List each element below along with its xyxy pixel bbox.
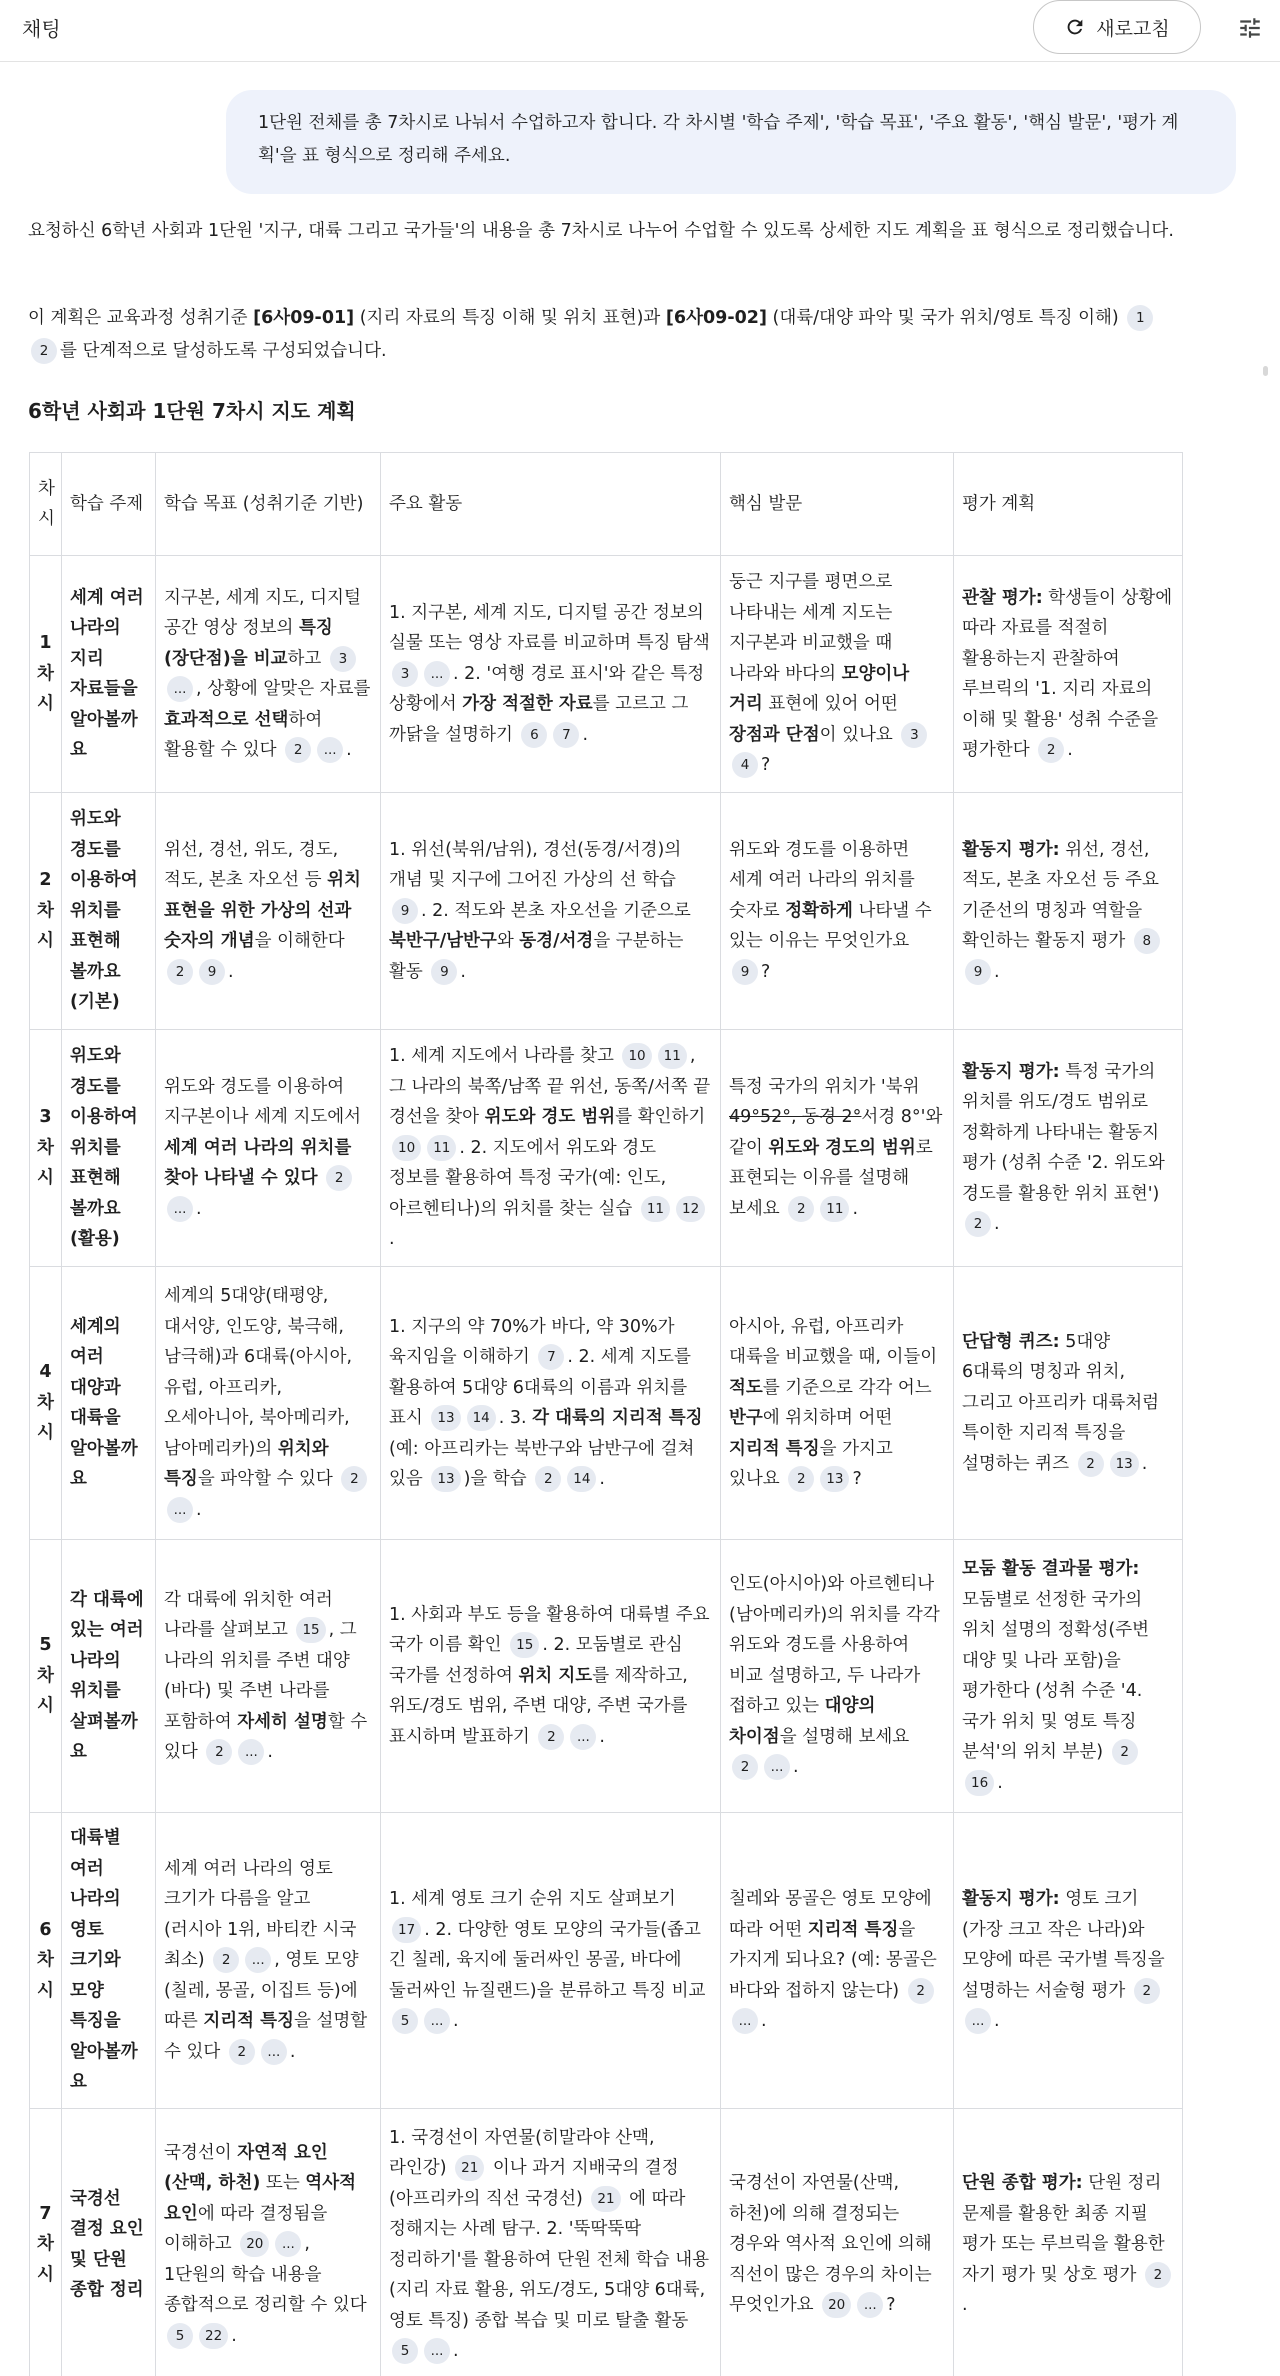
bold-text: 정확하게 xyxy=(785,900,853,921)
citation-chip[interactable]: ... xyxy=(965,2008,991,2034)
citation-chip[interactable]: 2 xyxy=(1038,737,1064,763)
citation-chip[interactable]: 14 xyxy=(467,1405,496,1431)
citation-chip[interactable]: 11 xyxy=(658,1043,687,1069)
citation-chip[interactable]: 9 xyxy=(431,959,457,985)
cell-text: 모둠별로 선정한 국가의 위치 설명의 정확성(주변 대양 및 나라 포함)을 평가한다 (성취 수준 '4. 국가 위치 및 영토 특징 분석'의 위치 부분) xyxy=(962,1589,1150,1762)
cell-text: 표현에 있어 어떤 xyxy=(762,694,898,715)
learning-goal xyxy=(156,1813,381,2109)
citation-chip[interactable]: 7 xyxy=(553,722,579,748)
response-standards: 이 계획은 교육과정 성취기준 [6사09-01] (지리 자료의 특징 이해 및 위치 표현)과 [6사09-02] (대륙/대양 파악 및 국가 위치/영토 특징 이해) 1 2 를 단계적으로 달성하도록 구성되었습니다. xyxy=(28,302,1188,368)
learning-topic: 각 대륙에 있는 여러 나라의 위치를 살펴볼까요 xyxy=(62,1540,156,1813)
citation-chip[interactable]: 5 xyxy=(392,2338,418,2364)
cell-text: . xyxy=(267,1742,273,1762)
bold-text: 모양이나 거리 xyxy=(729,663,910,715)
section-title: 6학년 사회과 1단원 7차시 지도 계획 xyxy=(28,399,356,423)
cell-text: 영토 크기(가장 크고 작은 나라)와 모양에 따른 국가별 특징을 설명하는 서술형 평가 xyxy=(962,1889,1165,2001)
bold-text: 역사적 요인 xyxy=(164,2173,357,2224)
cell-text: 세계의 5대양(태평양, 대서양, 인도양, 북극해, 남극해)과 6대륙(아시아, 유럽, 아프리카, 오세아니아, 북아메리카, 남아메리카)의 xyxy=(164,1286,353,1459)
bold-text: 지리적 특징 xyxy=(729,1438,820,1459)
citation-chip[interactable]: 2 xyxy=(1078,1451,1104,1477)
cell-text: 위선, 경선, 위도, 경도, 적도, 본초 자오선 등 xyxy=(164,839,339,891)
cell-text: . xyxy=(962,2295,968,2316)
cell-text: . 2. 모둠별로 관심 국가를 선정하여 xyxy=(389,1635,683,1686)
key-question xyxy=(721,1813,954,2109)
main-activity xyxy=(381,1540,721,1813)
citation-chip[interactable]: 4 xyxy=(732,752,758,778)
citation-chip[interactable]: 2 xyxy=(535,1466,561,1492)
citation-chip[interactable]: 13 xyxy=(1110,1451,1139,1477)
column-header: 핵심 발문 xyxy=(721,453,954,556)
session-number: 2 차시 xyxy=(30,793,62,1030)
cell-text: . xyxy=(453,2011,459,2031)
citation-chip[interactable]: 20 xyxy=(822,2292,851,2318)
cell-text: 할 수 있다 xyxy=(164,1711,368,1762)
cell-text: . xyxy=(231,2325,237,2346)
cell-text: . xyxy=(196,1198,202,1219)
citation-chip[interactable]: 2 xyxy=(1145,2262,1171,2288)
learning-goal xyxy=(156,1030,381,1267)
citation-chip[interactable]: ... xyxy=(570,1724,596,1750)
cell-text: 세계 여러 나라의 영토 크기가 다름을 알고 (러시아 1위, 바티칸 시국 최소) xyxy=(164,1858,357,1970)
cell-text: . xyxy=(196,1499,202,1520)
cell-text: ? xyxy=(761,755,771,776)
cell-text: . 2. 적도와 본초 자오선을 기준으로 xyxy=(421,900,691,921)
table-row xyxy=(30,1267,1183,1540)
citation-chip[interactable]: ... xyxy=(261,2039,287,2065)
cell-text: . xyxy=(289,2041,296,2062)
cell-text: . xyxy=(1067,740,1073,760)
cell-text: . xyxy=(453,2341,459,2361)
session-number: 1 차시 xyxy=(30,556,62,793)
top-bar xyxy=(0,0,1280,62)
cell-text: 지구본, 세계 지도, 디지털 공간 영상 정보의 xyxy=(164,587,361,638)
citation-chip[interactable]: 9 xyxy=(732,959,758,985)
citation-chip[interactable]: 2 xyxy=(285,737,311,763)
evaluation-plan xyxy=(954,793,1183,1030)
bold-text: 대양의 차이점 xyxy=(729,1696,876,1747)
cell-text: )을 학습 xyxy=(463,1469,533,1489)
citation-chip[interactable]: 9 xyxy=(199,959,225,985)
cell-text: 1. 위선(북위/남위), 경선(동경/서경)의 개념 및 지구에 그어진 가상의 선 학습 xyxy=(389,839,682,891)
session-number: 4 차시 xyxy=(30,1267,62,1540)
citation-chip[interactable]: 2 xyxy=(31,338,57,364)
bold-text: 위도와 경도의 범위 xyxy=(768,1137,916,1158)
citation-chip[interactable]: 2 xyxy=(788,1196,814,1222)
bold-text: 반구 xyxy=(729,1408,763,1428)
table-row xyxy=(30,1813,1183,2109)
cell-text: . xyxy=(761,2011,767,2031)
cell-text: 1. 사회과 부도 등을 활용하여 대륙별 주요 국가 이름 확인 xyxy=(389,1604,710,1656)
bold-text: 위치 표현을 위한 가상의 선과 숫자의 개념 xyxy=(164,870,361,952)
cell-text: 을 가지고 있나요 xyxy=(729,1438,893,1489)
citation-chip[interactable]: ... xyxy=(857,2292,883,2318)
citation-chip[interactable]: 17 xyxy=(392,1917,421,1943)
bold-text: 활동지 평가: xyxy=(962,1889,1060,1909)
bold-text: 자연적 요인(산맥, 하천) xyxy=(164,2142,328,2194)
evaluation-plan xyxy=(954,1813,1183,2109)
cell-text: , 그 나라의 북쪽/남쪽 끝 위선, 동쪽/서쪽 끝 경선을 찾아 xyxy=(389,1046,711,1128)
cell-text: 1. 세계 영토 크기 순위 지도 살펴보기 xyxy=(389,1889,676,1909)
bold-text: 세계 여러 나라의 위치를 찾아 나타낼 수 있다 xyxy=(164,1137,352,1189)
cell-text: 에 위치하며 어떤 xyxy=(762,1408,893,1428)
evaluation-plan xyxy=(954,1540,1183,1813)
learning-topic: 위도와 경도를 이용하여 위치를 표현해 볼까요 (기본) xyxy=(62,793,156,1030)
table-header-row xyxy=(30,453,1183,556)
key-question xyxy=(721,2108,954,2376)
citation-chip[interactable]: 11 xyxy=(820,1196,849,1222)
learning-goal xyxy=(156,1267,381,1540)
bold-text: 자세히 설명 xyxy=(237,1711,328,1732)
cell-text: ? xyxy=(761,961,771,982)
citation-chip[interactable]: ... xyxy=(275,2231,301,2257)
cell-text: . xyxy=(852,1198,859,1219)
cell-text: 국경선이 자연물(산맥, 하천)에 의해 결정되는 경우와 역사적 요인에 의해 직선이 많은 경우의 차이는 무엇인가요 xyxy=(729,2173,932,2316)
tune-icon xyxy=(1237,15,1263,41)
cell-text: 위도와 경도를 이용하여 지구본이나 세계 지도에서 xyxy=(164,1076,362,1128)
bold-text: 관찰 평가: xyxy=(962,587,1043,608)
cell-text: . xyxy=(460,961,466,982)
session-number: 5 차시 xyxy=(30,1540,62,1813)
cell-text: 를 제작하고, 위도/경도 범위, 주변 대양, 주변 국가를 표시하며 발표하기 xyxy=(389,1665,688,1747)
cell-text: 에 따라 정해지는 사례 탐구. 2. '뚝딱뚝딱 정리하기'를 활용하여 단원 전체 학습 내용(지리 자료 활용, 위도/경도, 5대양 6대륙, 영토 특징) 종합 복습 및 미로 탈출 활동 xyxy=(389,2188,710,2331)
cell-text: ? xyxy=(852,1469,862,1489)
citation-chip[interactable]: 13 xyxy=(431,1466,460,1492)
cell-text: 위선, 경선, 적도, 본초 자오선 등 주요 기준선의 명칭과 역할을 확인하는 활동지 평가 xyxy=(962,839,1159,952)
bold-text: 위도와 경도 범위 xyxy=(484,1107,616,1128)
column-header: 학습 목표 (성취기준 기반) xyxy=(156,453,381,556)
cell-text: . 2. 지도에서 위도와 경도 정보를 활용하여 특정 국가(예: 인도, 아르헨티나)의 위치를 찾는 실습 xyxy=(389,1137,667,1219)
cell-text: 나타낼 수 있는 이유는 무엇인가요 xyxy=(729,900,932,952)
cell-text: . xyxy=(599,1726,605,1747)
citation-chip[interactable]: 15 xyxy=(510,1632,539,1658)
citation-chip[interactable]: 10 xyxy=(622,1043,651,1069)
column-header: 차시 xyxy=(30,453,62,556)
cell-text: 이나 과거 지배국의 결정(아프리카의 직선 국경선) xyxy=(389,2158,679,2209)
bold-text: 효과적으로 선택 xyxy=(164,709,289,730)
learning-goal xyxy=(156,1540,381,1813)
cell-text: . xyxy=(1141,1453,1148,1474)
cell-text: . xyxy=(793,1757,799,1778)
citation-chip[interactable]: 5 xyxy=(167,2323,193,2349)
cell-text: 5대양 6대륙의 명칭과 위치, 그리고 아프리카 대륙처럼 특이한 지리적 특징을 설명하는 퀴즈 xyxy=(962,1331,1160,1474)
main-activity xyxy=(381,1030,721,1267)
citation-chip[interactable]: ... xyxy=(167,676,193,702)
cell-text: 1. 지구본, 세계 지도, 디지털 공간 정보의 실물 또는 영상 자료를 비교하며 특징 탐색 xyxy=(389,602,710,654)
cell-text: 와 xyxy=(496,931,520,952)
citation-chip[interactable]: 2 xyxy=(213,1947,239,1973)
citation-chip[interactable]: 21 xyxy=(591,2186,620,2212)
cell-text: , 상황에 알맞은 자료를 xyxy=(196,679,371,699)
bold-text: 위치 지도 xyxy=(518,1665,593,1686)
main-activity xyxy=(381,2108,721,2376)
main-activity xyxy=(381,556,721,793)
refresh-label: 새로고침 xyxy=(1096,17,1170,40)
main-activity xyxy=(381,1267,721,1540)
bold-text: 각 대륙의 지리적 특징 xyxy=(532,1408,703,1428)
user-message: 1단원 전체를 총 7차시로 나눠서 수업하고자 합니다. 각 차시별 '학습 주제', '학습 목표', '주요 활동', '핵심 발문', '평가 계획'을 표 형식으로 정리해 주세요. xyxy=(226,90,1236,194)
main-activity xyxy=(381,793,721,1030)
cell-text: 특정 국가의 위치가 '북위 xyxy=(729,1076,920,1097)
cell-text: 이 있나요 xyxy=(819,724,899,745)
refresh-button[interactable] xyxy=(1033,0,1201,54)
cell-text: 을 파악할 수 있다 xyxy=(197,1469,339,1489)
citation-chip[interactable]: ... xyxy=(732,2008,758,2034)
cell-text: . xyxy=(389,1229,395,1250)
citation-chip[interactable]: 2 xyxy=(229,2039,255,2065)
citation-chip[interactable]: 5 xyxy=(392,2008,418,2034)
cell-text: . xyxy=(599,1469,605,1489)
citation-chip[interactable]: 2 xyxy=(167,959,193,985)
cell-text: (예: 아프리카는 북반구와 남반구에 걸쳐 있음 xyxy=(389,1438,695,1489)
bold-text: 활동지 평가: xyxy=(962,839,1060,860)
bold-text: 위치와 특징 xyxy=(164,1438,329,1489)
session-number: 3 차시 xyxy=(30,1030,62,1267)
cell-text: 로 표현되는 이유를 설명해 보세요 xyxy=(729,1137,933,1219)
cell-text: . xyxy=(994,1214,1000,1234)
key-question xyxy=(721,1030,954,1267)
citation-chip[interactable]: 2 xyxy=(326,1165,352,1191)
bold-text: 특징(장단점)을 비교 xyxy=(164,618,333,669)
cell-text: . 2. 세계 지도를 활용하여 5대양 6대륙의 이름과 위치를 표시 xyxy=(389,1347,691,1428)
cell-text: 특정 국가의 위치를 위도/경도 범위로 정확하게 나타내는 활동지 평가 (성취 수준 '2. 위도와 경도를 활용한 위치 표현') xyxy=(962,1061,1165,1204)
bold-text: 북반구/남반구 xyxy=(389,931,497,952)
cell-text: 을 이해한다 xyxy=(254,931,345,952)
cell-text: . 2. 다양한 영토 모양의 국가들(좁고 긴 칠레, 육지에 둘러싸인 몽골, 바다에 둘러싸인 뉴질랜드)을 분류하고 특징 비교 xyxy=(389,1919,706,2001)
table-row xyxy=(30,1540,1183,1813)
column-header: 주요 활동 xyxy=(381,453,721,556)
cell-text: 각 대륙에 위치한 여러 나라를 살펴보고 xyxy=(164,1589,333,1640)
citation-chip[interactable]: 3 xyxy=(330,646,356,672)
key-question xyxy=(721,1540,954,1813)
citation-chip[interactable]: ... xyxy=(424,2338,450,2364)
citation-chip[interactable]: ... xyxy=(424,661,450,687)
citation-chip[interactable]: 12 xyxy=(676,1196,705,1222)
cell-text: 서경 8°'와 같이 xyxy=(729,1107,943,1158)
cell-text: 국경선이 xyxy=(164,2142,238,2163)
cell-text: 학생들이 상황에 따라 자료를 적절히 활용하는지 관찰하여 루브릭의 '1. 지리 자료의 이해 및 활용' 성취 수준을 평가한다 xyxy=(962,587,1173,760)
citation-chip[interactable]: ... xyxy=(764,1754,790,1780)
learning-topic: 세계의 여러 대양과 대륙을 알아볼까요 xyxy=(62,1267,156,1540)
citation-chip[interactable]: 13 xyxy=(820,1466,849,1492)
bold-text: 모둠 활동 결과물 평가: xyxy=(962,1559,1140,1579)
citation-chip[interactable]: 3 xyxy=(901,722,927,748)
citation-chip[interactable]: 21 xyxy=(455,2155,484,2181)
citation-chip[interactable]: ... xyxy=(167,1196,193,1222)
refresh-icon xyxy=(1064,16,1086,38)
evaluation-plan xyxy=(954,1030,1183,1267)
evaluation-plan xyxy=(954,556,1183,793)
citation-chip[interactable]: ... xyxy=(317,737,343,763)
cell-text: 을 설명할 수 있다 xyxy=(164,2011,368,2062)
lesson-plan-table xyxy=(29,452,1183,2376)
citation-chip[interactable]: 15 xyxy=(296,1617,325,1643)
cell-text: . xyxy=(994,2011,1000,2031)
learning-topic: 세계 여러 나라의 지리 자료들을 알아볼까요 xyxy=(62,556,156,793)
cell-text: 칠레와 몽골은 영토 모양에 따라 어떤 xyxy=(729,1889,932,1940)
citation-chip[interactable]: 20 xyxy=(240,2231,269,2257)
citation-chip[interactable]: 13 xyxy=(431,1405,460,1431)
citation-chip[interactable]: 2 xyxy=(341,1466,367,1492)
citation-chip[interactable]: 16 xyxy=(965,1770,994,1796)
citation-chip[interactable]: ... xyxy=(238,1739,264,1765)
learning-goal xyxy=(156,556,381,793)
cell-text: 1. 국경선이 자연물(히말라야 산맥, 라인강) xyxy=(389,2127,655,2178)
key-question xyxy=(721,1267,954,1540)
citation-chip[interactable]: 7 xyxy=(538,1344,564,1370)
learning-topic: 국경선 결정 요인 및 단원 종합 정리 xyxy=(62,2108,156,2376)
table-row xyxy=(30,2108,1183,2376)
bold-text: 단답형 퀴즈: xyxy=(962,1331,1060,1352)
bold-text: 지리적 특징 xyxy=(203,2011,294,2031)
cell-text: 인도(아시아)와 아르헨티나(남아메리카)의 위치를 각각 위도와 경도를 사용하여 비교 설명하고, 두 나라가 접하고 있는 xyxy=(729,1574,940,1717)
citation-chip[interactable]: 2 xyxy=(732,1754,758,1780)
cell-text: 를 확인하기 xyxy=(615,1107,706,1128)
bold-text: 가장 적절한 자료 xyxy=(462,694,593,715)
cell-text: 을 가지게 되나요? (예: 몽골은 바다와 접하지 않는다) xyxy=(729,1919,937,2001)
key-question xyxy=(721,556,954,793)
session-number: 7 차시 xyxy=(30,2108,62,2376)
struck-text: 49°52°, 동경 2° xyxy=(729,1107,862,1128)
tune-button[interactable] xyxy=(1234,12,1266,44)
response-intro: 요청하신 6학년 사회과 1단원 '지구, 대륙 그리고 국가들'의 내용을 총 7차시로 나누어 수업할 수 있도록 상세한 지도 계획을 표 형식으로 정리했습니다. xyxy=(28,221,1174,241)
citation-chip[interactable]: 2 xyxy=(908,1978,934,2004)
citation-chip[interactable]: 11 xyxy=(641,1196,670,1222)
cell-text: . 2. '여행 경로 표시'와 같은 특정 상황에서 xyxy=(389,663,705,715)
cell-text: 단원 정리 문제를 활용한 최종 지필 평가 또는 루브릭을 활용한 자기 평가 및 상호 평가 xyxy=(962,2173,1165,2285)
citation-chip[interactable]: 6 xyxy=(521,722,547,748)
scrollbar-thumb[interactable] xyxy=(1263,366,1268,376)
citation-chip[interactable]: 9 xyxy=(965,959,991,985)
cell-text: . 3. xyxy=(498,1408,533,1428)
citation-chip[interactable]: 2 xyxy=(788,1466,814,1492)
citation-chip[interactable]: 14 xyxy=(567,1466,596,1492)
session-number: 6 차시 xyxy=(30,1813,62,2109)
citation-chip[interactable]: 10 xyxy=(392,1135,421,1161)
cell-text: 하여 활용할 수 있다 xyxy=(164,709,323,760)
cell-text: 둥근 지구를 평면으로 나타내는 세계 지도는 지구본과 비교했을 때 나라와 바다의 xyxy=(729,572,893,684)
cell-text: 위도와 경도를 이용하면 세계 여러 나라의 위치를 숫자로 xyxy=(729,839,915,921)
citation-chip[interactable]: 22 xyxy=(199,2323,228,2349)
evaluation-plan xyxy=(954,1267,1183,1540)
citation-chip[interactable]: ... xyxy=(245,1947,271,1973)
citation-chip[interactable]: 2 xyxy=(1134,1978,1160,2004)
citation-chip[interactable]: ... xyxy=(424,2008,450,2034)
citation-chip[interactable]: 2 xyxy=(538,1724,564,1750)
cell-text: . xyxy=(582,724,589,745)
bold-text: 동경/서경 xyxy=(519,931,594,952)
page-title: 채팅 xyxy=(22,17,61,41)
cell-text: 를 기준으로 각각 어느 xyxy=(762,1377,932,1398)
citation-chip[interactable]: 2 xyxy=(1112,1739,1138,1765)
cell-text: , 영토 모양(칠레, 몽골, 이집트 등)에 따른 xyxy=(164,1950,359,2031)
cell-text: 을 구분하는 활동 xyxy=(389,931,684,982)
citation-chip[interactable]: 2 xyxy=(965,1211,991,1237)
cell-text: . xyxy=(997,1772,1003,1793)
cell-text: 에 따라 결정됨을 이해하고 xyxy=(164,2203,328,2255)
citation-chip[interactable]: 2 xyxy=(206,1739,232,1765)
citation-chip[interactable]: 1 xyxy=(1127,305,1153,331)
citation-chip[interactable]: 3 xyxy=(392,661,418,687)
citation-chip[interactable]: 8 xyxy=(1134,928,1160,954)
learning-goal xyxy=(156,793,381,1030)
citation-chip[interactable]: 11 xyxy=(427,1135,456,1161)
bold-text: 단원 종합 평가: xyxy=(962,2173,1083,2194)
cell-text: 를 고르고 그 까닭을 설명하기 xyxy=(389,694,689,745)
bold-text: 적도 xyxy=(729,1377,763,1398)
cell-text xyxy=(318,1168,324,1188)
column-header: 평가 계획 xyxy=(954,453,1183,556)
cell-text: 1. 세계 지도에서 나라를 찾고 xyxy=(389,1046,620,1067)
evaluation-plan xyxy=(954,2108,1183,2376)
bold-text: 장점과 단점 xyxy=(729,724,820,745)
main-activity xyxy=(381,1813,721,2109)
table-row xyxy=(30,556,1183,793)
citation-chip[interactable]: 9 xyxy=(392,898,418,924)
learning-topic: 대륙별 여러 나라의 영토 크기와 모양 특징을 알아볼까요 xyxy=(62,1813,156,2109)
citation-chip[interactable]: ... xyxy=(167,1497,193,1523)
table-row xyxy=(30,1030,1183,1267)
column-header: 학습 주제 xyxy=(62,453,156,556)
learning-goal xyxy=(156,2108,381,2376)
cell-text: ? xyxy=(886,2295,896,2316)
bold-text: 활동지 평가: xyxy=(962,1061,1060,1082)
cell-text: 1. 지구의 약 70%가 바다, 약 30%가 육지임을 이해하기 xyxy=(389,1316,675,1367)
cell-text: , 그 나라의 위치를 주변 대양(바다) 및 주변 나라를 포함하여 xyxy=(164,1620,357,1732)
cell-text: 을 설명해 보세요 xyxy=(779,1726,910,1747)
bold-text: 지리적 특징 xyxy=(807,1919,899,1940)
key-question xyxy=(721,793,954,1030)
cell-text: 아시아, 유럽, 아프리카 대륙을 비교했을 때, 이들이 xyxy=(729,1316,938,1367)
cell-text: 하고 xyxy=(287,648,327,669)
cell-text: . xyxy=(346,740,352,760)
cell-text: 또는 xyxy=(260,2173,306,2194)
cell-text: , 1단원의 학습 내용을 종합적으로 정리할 수 있다 xyxy=(164,2234,367,2316)
cell-text: . xyxy=(228,961,234,982)
cell-text: . xyxy=(994,961,1000,982)
table-row xyxy=(30,793,1183,1030)
learning-topic: 위도와 경도를 이용하여 위치를 표현해 볼까요 (활용) xyxy=(62,1030,156,1267)
